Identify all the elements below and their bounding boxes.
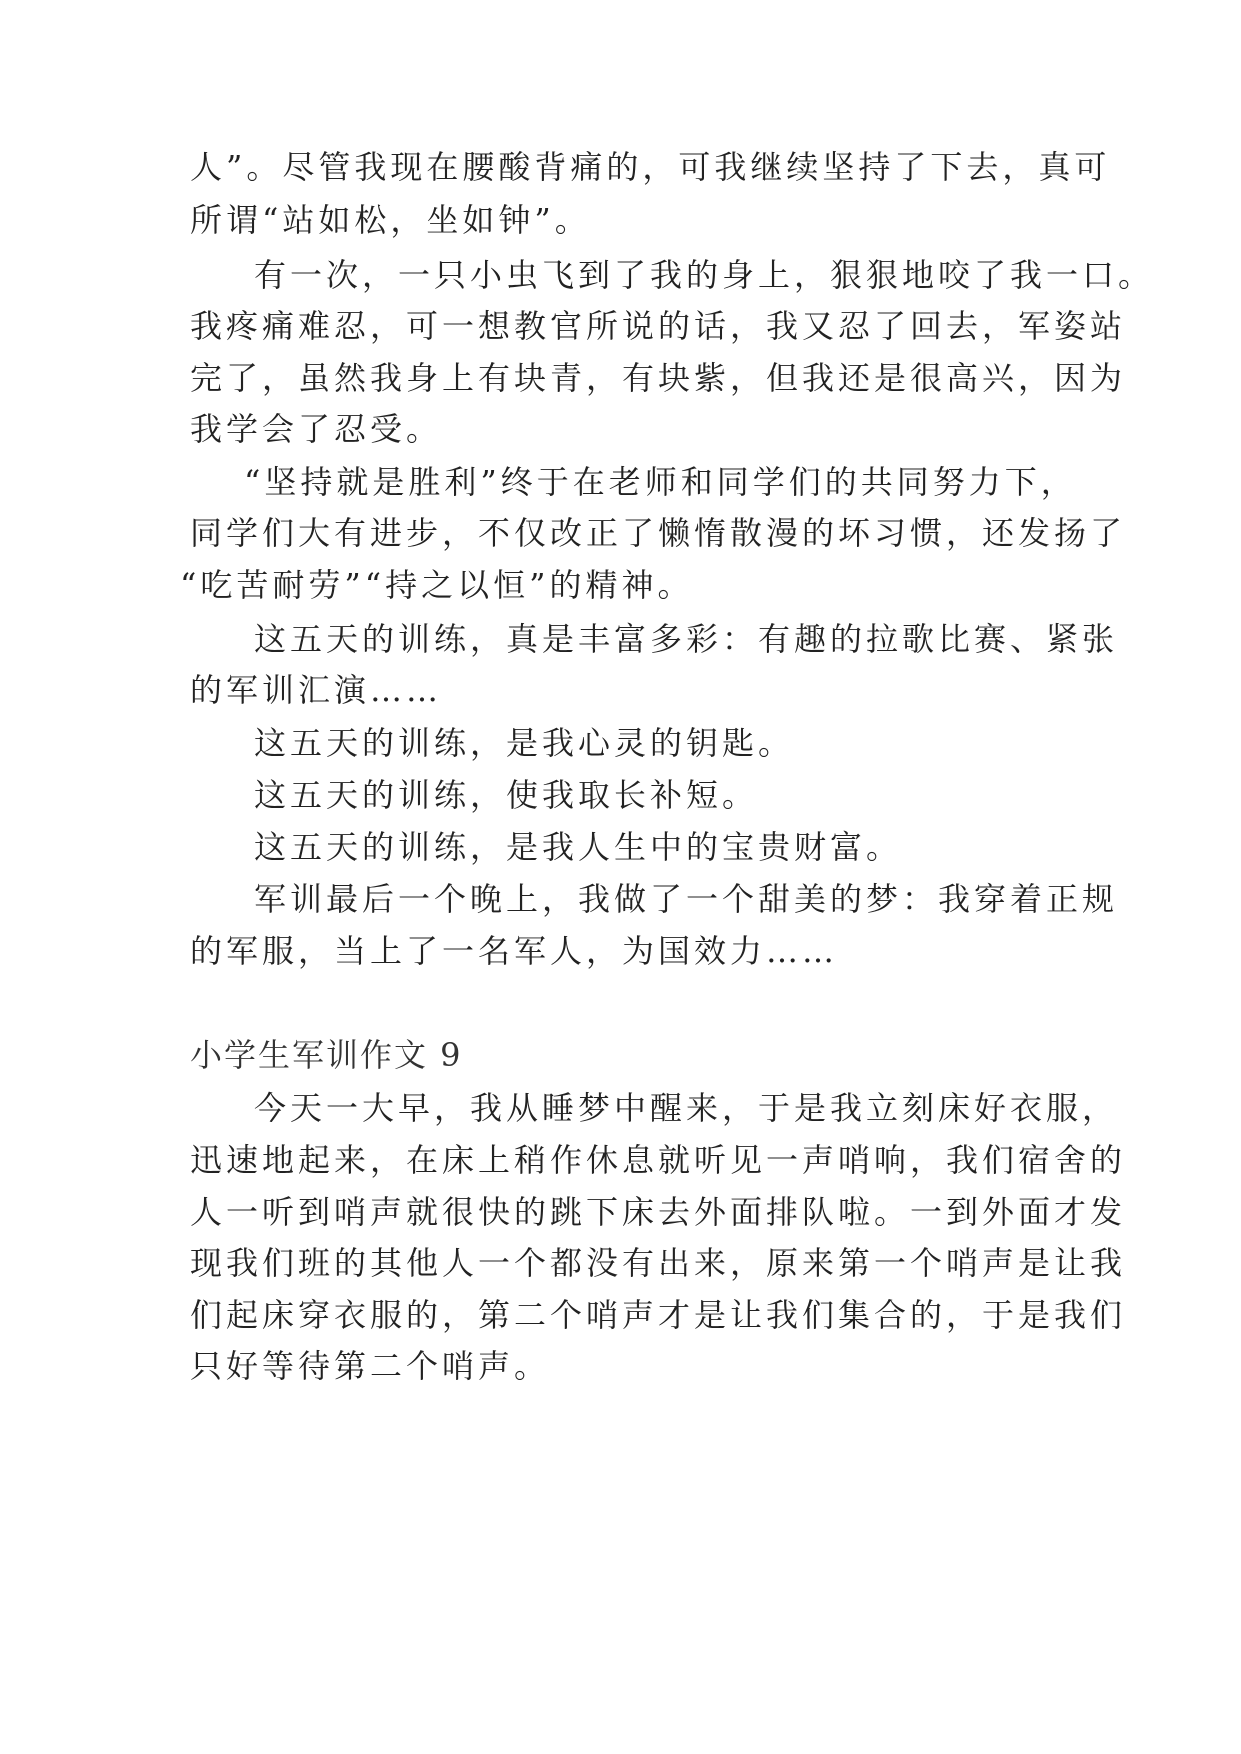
text-line: 人一听到哨声就很快的跳下床去外面排队啦。一到外面才发 bbox=[190, 1193, 1127, 1231]
text-line: 人”。尽管我现在腰酸背痛的，可我继续坚持了下去，真可 bbox=[190, 148, 1111, 186]
text-line: 所谓“站如松，坐如钟”。 bbox=[190, 201, 591, 239]
text-line: 只好等待第二个哨声。 bbox=[190, 1347, 551, 1385]
text-line: 的军服，当上了一名军人，为国效力…… bbox=[190, 932, 839, 970]
paragraph-start: 军训最后一个晚上，我做了一个甜美的梦：我穿着正规 bbox=[254, 880, 1119, 918]
paragraph-start: 这五天的训练，是我人生中的宝贵财富。 bbox=[254, 828, 903, 866]
paragraph-start: 这五天的训练，真是丰富多彩：有趣的拉歌比赛、紧张 bbox=[254, 620, 1119, 658]
text-line: 们起床穿衣服的，第二个哨声才是让我们集合的，于是我们 bbox=[190, 1296, 1127, 1334]
paragraph-start: 有一次，一只小虫飞到了我的身上，狠狠地咬了我一口。 bbox=[254, 256, 1155, 294]
text-line: 现我们班的其他人一个都没有出来，原来第一个哨声是让我 bbox=[190, 1244, 1127, 1282]
section-heading: 小学生军训作文 9 bbox=[190, 1036, 463, 1074]
paragraph-start: 这五天的训练，是我心灵的钥匙。 bbox=[254, 724, 795, 762]
paragraph-start: 这五天的训练，使我取长补短。 bbox=[254, 776, 759, 814]
text-line: “吃苦耐劳”“持之以恒”的精神。 bbox=[180, 566, 694, 604]
text-line: 我疼痛难忍，可一想教官所说的话，我又忍了回去，军姿站 bbox=[190, 307, 1127, 345]
paragraph-start: “坚持就是胜利”终于在老师和同学们的共同努力下， bbox=[244, 463, 1077, 501]
text-line: 的军训汇演…… bbox=[190, 671, 443, 709]
text-line: 完了，虽然我身上有块青，有块紫，但我还是很高兴，因为 bbox=[190, 359, 1127, 397]
text-line: 同学们大有进步，不仅改正了懒惰散漫的坏习惯，还发扬了 bbox=[190, 514, 1127, 552]
text-line: 我学会了忍受。 bbox=[190, 410, 443, 448]
text-line: 迅速地起来，在床上稍作休息就听见一声哨响，我们宿舍的 bbox=[190, 1141, 1127, 1179]
paragraph-start: 今天一大早，我从睡梦中醒来，于是我立刻床好衣服， bbox=[254, 1089, 1119, 1127]
